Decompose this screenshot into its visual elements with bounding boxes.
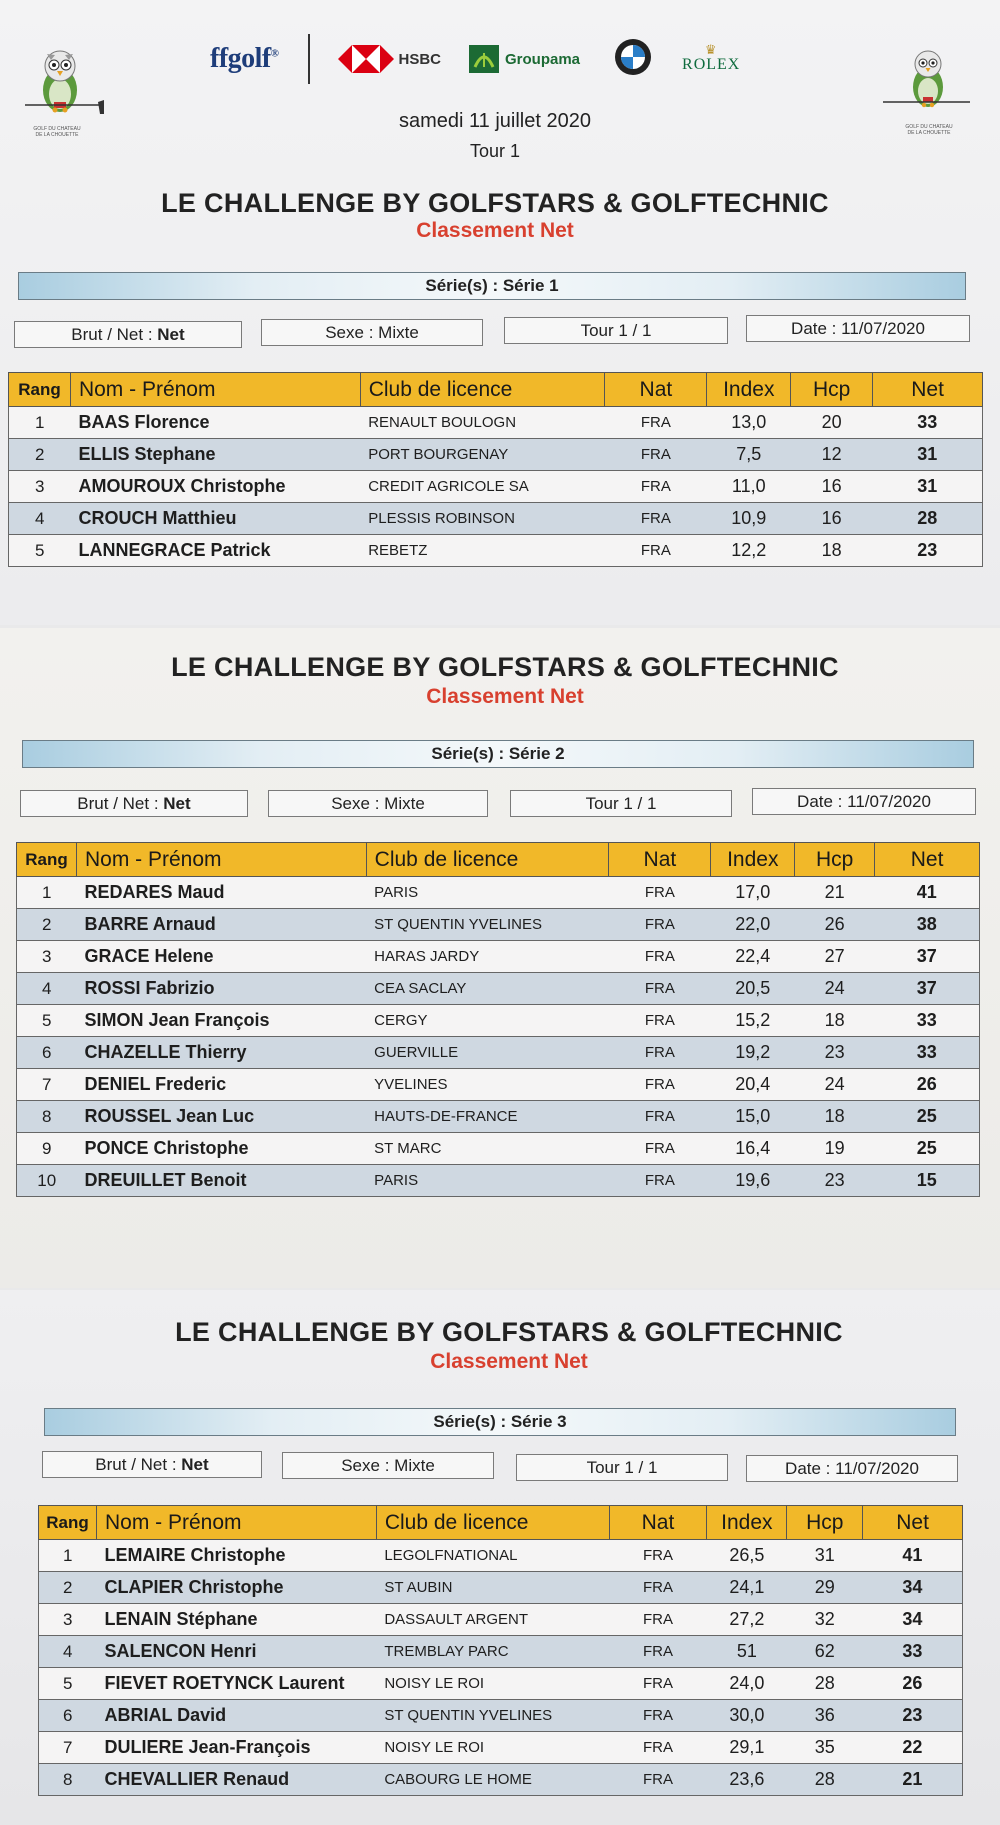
column-header-club: Club de licence [376,1506,609,1540]
date-box: Date : 11/07/2020 [752,788,976,815]
section-subtitle: Classement Net [430,1350,588,1373]
index-cell: 19,6 [711,1165,795,1197]
handicap-cell: 28 [787,1668,863,1700]
results-table [16,842,980,1197]
table-row [17,1005,980,1037]
club-cell: HARAS JARDY [366,941,609,973]
nationality-cell: FRA [609,1165,711,1197]
section-title: LE CHALLENGE BY GOLFSTARS & GOLFTECHNIC [161,188,829,218]
player-name-cell: LENAIN Stéphane [96,1604,376,1636]
column-header-index: Index [707,1506,787,1540]
net-score-cell: 25 [875,1101,980,1133]
player-name-cell: PONCE Christophe [76,1133,366,1165]
index-cell: 11,0 [707,471,791,503]
handicap-cell: 32 [787,1604,863,1636]
net-score-cell: 31 [873,471,983,503]
net-score-cell: 21 [863,1764,963,1796]
club-cell: PORT BOURGENAY [360,439,605,471]
net-score-cell: 34 [863,1572,963,1604]
serie-bar: Série(s) : Série 3 [44,1408,956,1436]
column-header-rang: Rang [17,843,77,877]
nationality-cell: FRA [609,1572,707,1604]
nationality-cell: FRA [609,1005,711,1037]
handicap-cell: 12 [791,439,873,471]
column-header-nat: Nat [609,1506,707,1540]
club-cell: NOISY LE ROI [376,1732,609,1764]
club-cell: TREMBLAY PARC [376,1636,609,1668]
handicap-cell: 16 [791,471,873,503]
rank-cell: 1 [17,877,77,909]
club-cell: HAUTS-DE-FRANCE [366,1101,609,1133]
net-score-cell: 26 [875,1069,980,1101]
club-cell: REBETZ [360,535,605,567]
nationality-cell: FRA [609,1732,707,1764]
club-cell: ST QUENTIN YVELINES [376,1700,609,1732]
nationality-cell: FRA [609,1037,711,1069]
column-header-net: Net [863,1506,963,1540]
index-cell: 19,2 [711,1037,795,1069]
net-score-cell: 37 [875,973,980,1005]
club-cell: CREDIT AGRICOLE SA [360,471,605,503]
index-cell: 22,0 [711,909,795,941]
nationality-cell: FRA [605,439,707,471]
club-cell: CERGY [366,1005,609,1037]
net-score-cell: 15 [875,1165,980,1197]
rank-cell: 5 [17,1005,77,1037]
handicap-cell: 18 [795,1101,875,1133]
column-header-hcp: Hcp [795,843,875,877]
club-cell: PARIS [366,1165,609,1197]
player-name-cell: ROSSI Fabrizio [76,973,366,1005]
table-row [17,1069,980,1101]
sponsor-divider [308,34,310,84]
column-header-club: Club de licence [360,373,605,407]
results-sheet-serie-3 [0,1290,1000,1825]
results-table [8,372,983,567]
nationality-cell: FRA [609,973,711,1005]
index-cell: 17,0 [711,877,795,909]
handicap-cell: 18 [795,1005,875,1037]
net-score-cell: 28 [873,503,983,535]
handicap-cell: 36 [787,1700,863,1732]
player-name-cell: CHEVALLIER Renaud [96,1764,376,1796]
net-score-cell: 22 [863,1732,963,1764]
index-cell: 27,2 [707,1604,787,1636]
nationality-cell: FRA [609,1636,707,1668]
player-name-cell: LANNEGRACE Patrick [70,535,360,567]
index-cell: 20,5 [711,973,795,1005]
rank-cell: 4 [9,503,71,535]
club-caption-right: GOLF DU CHATEAU DE LA CHOUETTE [905,124,953,136]
index-cell: 24,0 [707,1668,787,1700]
table-row [17,1101,980,1133]
handicap-cell: 23 [795,1165,875,1197]
rank-cell: 2 [17,909,77,941]
club-cell: RENAULT BOULOGN [360,407,605,439]
table-row [39,1604,963,1636]
column-header-net: Net [873,373,983,407]
net-score-cell: 31 [873,439,983,471]
club-cell: GUERVILLE [366,1037,609,1069]
tour-box: Tour 1 / 1 [510,790,732,817]
index-cell: 13,0 [707,407,791,439]
nationality-cell: FRA [609,1540,707,1572]
serie-bar: Série(s) : Série 1 [18,272,966,300]
player-name-cell: FIEVET ROETYNCK Laurent [96,1668,376,1700]
club-cell: DASSAULT ARGENT [376,1604,609,1636]
table-header-row [9,373,983,407]
handicap-cell: 20 [791,407,873,439]
nationality-cell: FRA [609,1069,711,1101]
groupama-leaf-icon [469,45,499,73]
tour-box: Tour 1 / 1 [516,1454,728,1481]
rank-cell: 3 [39,1604,97,1636]
club-cell: PARIS [366,877,609,909]
net-score-cell: 25 [875,1133,980,1165]
player-name-cell: SALENCON Henri [96,1636,376,1668]
rank-cell: 7 [17,1069,77,1101]
section-title: LE CHALLENGE BY GOLFSTARS & GOLFTECHNIC [175,1317,843,1347]
rank-cell: 7 [39,1732,97,1764]
nationality-cell: FRA [609,1700,707,1732]
table-row [39,1572,963,1604]
club-cell: ST QUENTIN YVELINES [366,909,609,941]
net-score-cell: 23 [863,1700,963,1732]
club-cell: NOISY LE ROI [376,1668,609,1700]
player-name-cell: CLAPIER Christophe [96,1572,376,1604]
nationality-cell: FRA [609,1764,707,1796]
rank-cell: 2 [9,439,71,471]
sexe-box: Sexe : Mixte [261,319,483,346]
column-header-index: Index [711,843,795,877]
sponsor-logos [210,34,800,84]
nationality-cell: FRA [605,503,707,535]
player-name-cell: ELLIS Stephane [70,439,360,471]
nationality-cell: FRA [609,1101,711,1133]
handicap-cell: 62 [787,1636,863,1668]
column-header-rang: Rang [9,373,71,407]
index-cell: 26,5 [707,1540,787,1572]
table-row [17,909,980,941]
index-cell: 30,0 [707,1700,787,1732]
rank-cell: 10 [17,1165,77,1197]
event-date: samedi 11 juillet 2020 [399,110,591,132]
results-table [38,1505,963,1796]
player-name-cell: BARRE Arnaud [76,909,366,941]
handicap-cell: 29 [787,1572,863,1604]
nationality-cell: FRA [609,941,711,973]
table-row [9,471,983,503]
table-row [9,503,983,535]
player-name-cell: LEMAIRE Christophe [96,1540,376,1572]
handicap-cell: 31 [787,1540,863,1572]
index-cell: 23,6 [707,1764,787,1796]
table-row [9,535,983,567]
net-score-cell: 37 [875,941,980,973]
net-score-cell: 33 [873,407,983,439]
club-cell: CABOURG LE HOME [376,1764,609,1796]
table-row [39,1668,963,1700]
table-row [17,1037,980,1069]
nationality-cell: FRA [605,535,707,567]
player-name-cell: ROUSSEL Jean Luc [76,1101,366,1133]
rank-cell: 5 [9,535,71,567]
player-name-cell: DULIERE Jean-François [96,1732,376,1764]
index-cell: 10,9 [707,503,791,535]
section-title: LE CHALLENGE BY GOLFSTARS & GOLFTECHNIC [171,652,839,682]
section-subtitle: Classement Net [426,685,584,708]
table-row [39,1700,963,1732]
net-score-cell: 38 [875,909,980,941]
club-cell: ST MARC [366,1133,609,1165]
net-score-cell: 41 [875,877,980,909]
brut-net-box: Brut / Net : Net [20,790,248,817]
column-header-nom-prenom: Nom - Prénom [96,1506,376,1540]
table-header-row [39,1506,963,1540]
club-cell: YVELINES [366,1069,609,1101]
event-tour: Tour 1 [469,141,521,161]
net-score-cell: 23 [873,535,983,567]
hsbc-logo: HSBC [338,45,441,73]
player-name-cell: BAAS Florence [70,407,360,439]
club-cell: CEA SACLAY [366,973,609,1005]
rank-cell: 6 [39,1700,97,1732]
results-sheet-serie-1 [0,0,1000,625]
club-cell: PLESSIS ROBINSON [360,503,605,535]
table-row [17,973,980,1005]
index-cell: 16,4 [711,1133,795,1165]
rank-cell: 8 [39,1764,97,1796]
club-caption-left: GOLF DU CHATEAU DE LA CHOUETTE [33,126,81,138]
groupama-logo: Groupama [469,45,580,73]
nationality-cell: FRA [609,1668,707,1700]
table-row [9,439,983,471]
ffgolf-logo: ffgolf® [210,43,279,74]
index-cell: 51 [707,1636,787,1668]
nationality-cell: FRA [609,1604,707,1636]
rank-cell: 4 [39,1636,97,1668]
column-header-hcp: Hcp [791,373,873,407]
table-row [39,1636,963,1668]
rank-cell: 2 [39,1572,97,1604]
handicap-cell: 21 [795,877,875,909]
date-box: Date : 11/07/2020 [746,1455,958,1482]
index-cell: 15,0 [711,1101,795,1133]
column-header-nat: Nat [605,373,707,407]
hsbc-hexagon-icon [338,45,394,73]
handicap-cell: 18 [791,535,873,567]
player-name-cell: CROUCH Matthieu [70,503,360,535]
handicap-cell: 26 [795,909,875,941]
index-cell: 20,4 [711,1069,795,1101]
results-sheet-serie-2 [0,628,1000,1288]
column-header-index: Index [707,373,791,407]
column-header-rang: Rang [39,1506,97,1540]
handicap-cell: 16 [791,503,873,535]
serie-bar: Série(s) : Série 2 [22,740,974,768]
net-score-cell: 33 [875,1005,980,1037]
table-row [9,407,983,439]
nationality-cell: FRA [605,407,707,439]
table-header-row [17,843,980,877]
table-row [39,1540,963,1572]
sexe-box: Sexe : Mixte [282,1452,494,1479]
tour-box: Tour 1 / 1 [504,317,728,344]
rolex-logo: ♛ ROLEX [682,42,741,73]
rank-cell: 9 [17,1133,77,1165]
table-row [17,941,980,973]
nationality-cell: FRA [609,877,711,909]
table-row [17,1165,980,1197]
nationality-cell: FRA [609,909,711,941]
rank-cell: 6 [17,1037,77,1069]
index-cell: 22,4 [711,941,795,973]
index-cell: 24,1 [707,1572,787,1604]
brut-net-box: Brut / Net : Net [42,1451,262,1478]
player-name-cell: DENIEL Frederic [76,1069,366,1101]
player-name-cell: GRACE Helene [76,941,366,973]
bmw-logo [614,38,652,81]
table-row [17,1133,980,1165]
index-cell: 29,1 [707,1732,787,1764]
rank-cell: 4 [17,973,77,1005]
club-cell: LEGOLFNATIONAL [376,1540,609,1572]
index-cell: 12,2 [707,535,791,567]
brut-net-box: Brut / Net : Net [14,321,242,348]
handicap-cell: 24 [795,973,875,1005]
player-name-cell: CHAZELLE Thierry [76,1037,366,1069]
net-score-cell: 33 [863,1636,963,1668]
net-score-cell: 41 [863,1540,963,1572]
index-cell: 7,5 [707,439,791,471]
date-box: Date : 11/07/2020 [746,315,970,342]
column-header-nom-prenom: Nom - Prénom [70,373,360,407]
player-name-cell: REDARES Maud [76,877,366,909]
column-header-net: Net [875,843,980,877]
handicap-cell: 23 [795,1037,875,1069]
rank-cell: 5 [39,1668,97,1700]
handicap-cell: 28 [787,1764,863,1796]
column-header-hcp: Hcp [787,1506,863,1540]
handicap-cell: 35 [787,1732,863,1764]
column-header-club: Club de licence [366,843,609,877]
player-name-cell: ABRIAL David [96,1700,376,1732]
handicap-cell: 24 [795,1069,875,1101]
rank-cell: 3 [17,941,77,973]
table-row [39,1732,963,1764]
player-name-cell: AMOUROUX Christophe [70,471,360,503]
nationality-cell: FRA [609,1133,711,1165]
index-cell: 15,2 [711,1005,795,1037]
handicap-cell: 19 [795,1133,875,1165]
table-row [17,877,980,909]
net-score-cell: 26 [863,1668,963,1700]
column-header-nom-prenom: Nom - Prénom [76,843,366,877]
rank-cell: 1 [39,1540,97,1572]
column-header-nat: Nat [609,843,711,877]
bmw-roundel-icon [614,38,652,76]
rolex-crown-icon: ♛ [704,42,718,57]
rank-cell: 3 [9,471,71,503]
rank-cell: 1 [9,407,71,439]
table-row [39,1764,963,1796]
net-score-cell: 34 [863,1604,963,1636]
club-cell: ST AUBIN [376,1572,609,1604]
section-subtitle: Classement Net [416,219,574,242]
player-name-cell: SIMON Jean François [76,1005,366,1037]
net-score-cell: 33 [875,1037,980,1069]
sexe-box: Sexe : Mixte [268,790,488,817]
handicap-cell: 27 [795,941,875,973]
player-name-cell: DREUILLET Benoit [76,1165,366,1197]
rank-cell: 8 [17,1101,77,1133]
nationality-cell: FRA [605,471,707,503]
